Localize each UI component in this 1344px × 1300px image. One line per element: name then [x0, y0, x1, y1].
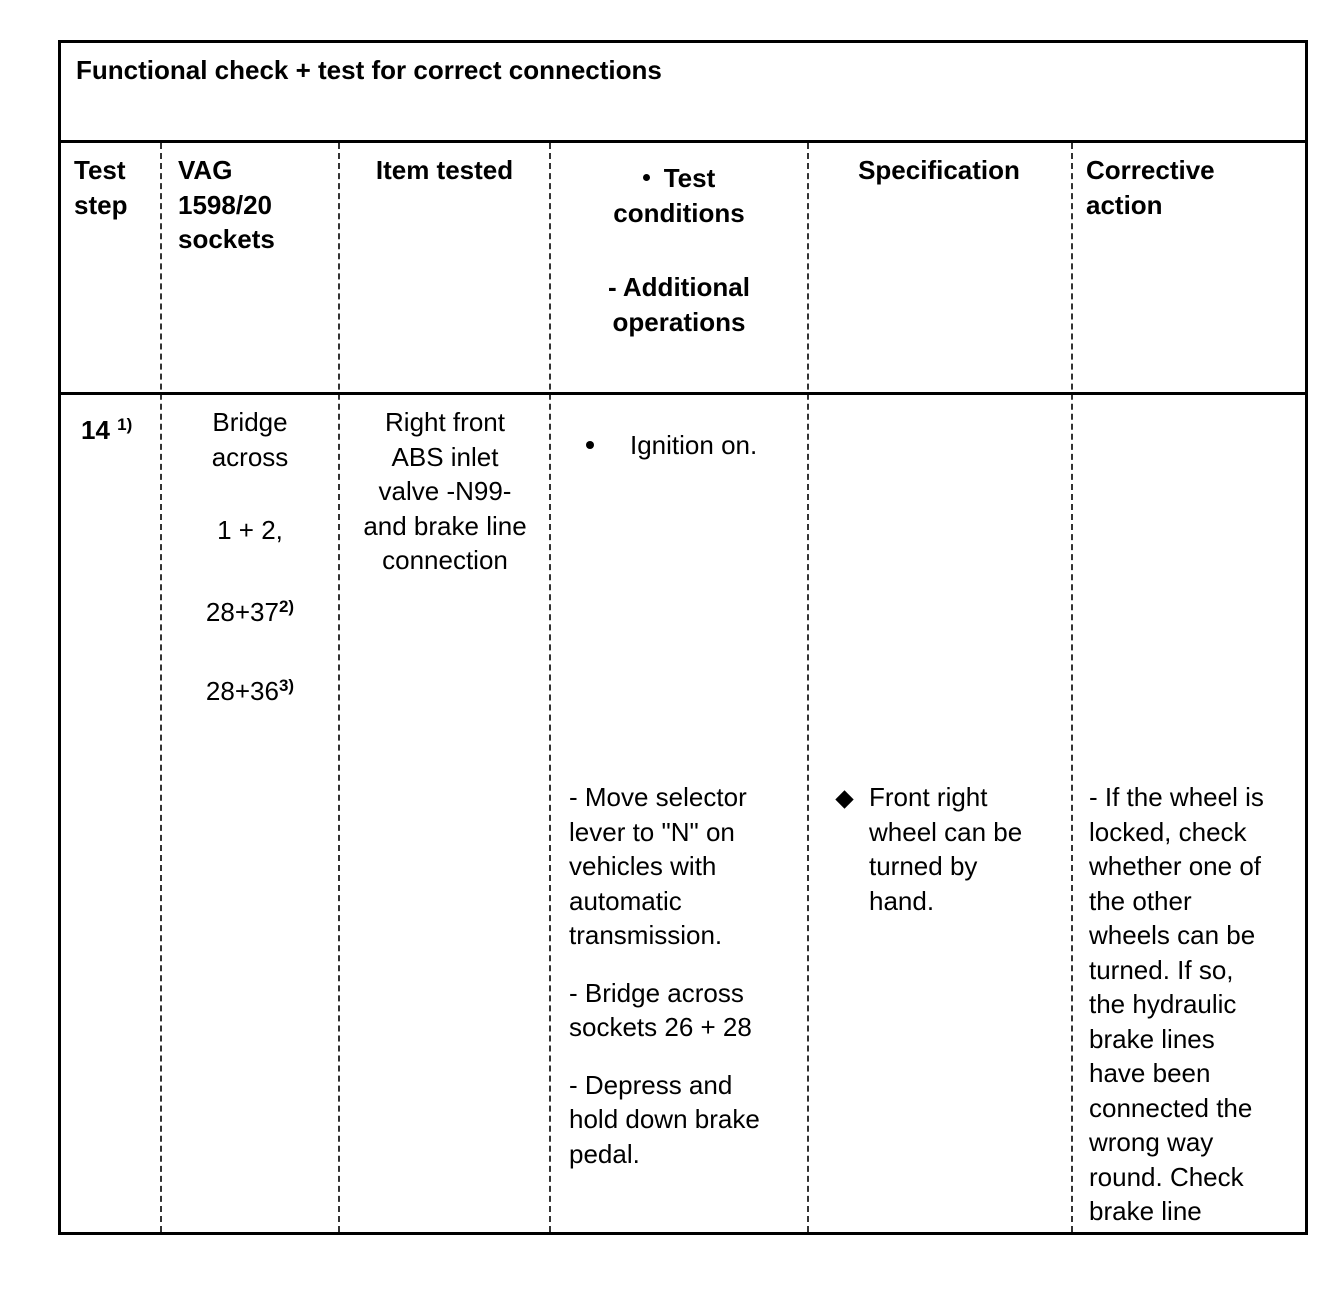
operation-text: transmission.: [569, 920, 723, 950]
header-item-tested: Item tested: [375, 155, 514, 185]
spacer: [569, 1045, 805, 1068]
corrective-text: locked, check: [1089, 816, 1247, 847]
header-test-step: [74, 153, 158, 222]
corrective-text: whether one of: [1089, 851, 1262, 881]
footnote-marker: 1): [117, 415, 133, 434]
corrective-text: have been: [1089, 1058, 1211, 1088]
operation-text: vehicles with: [569, 851, 717, 881]
socket-value: 28+37: [205, 596, 279, 627]
operation-text: - Bridge across: [569, 977, 744, 1008]
header-text: - Additional: [607, 272, 750, 302]
socket-text: [162, 590, 338, 630]
test-step-number: 14: [81, 415, 110, 445]
header-text: Test: [663, 163, 716, 193]
header-text: 1598/20: [178, 189, 272, 220]
spacer: [162, 629, 338, 669]
table-title: Functional check + test for correct connections: [76, 55, 662, 85]
header-test-conditions: [551, 161, 807, 339]
bullet-icon: [586, 441, 594, 449]
row-sockets: [162, 405, 338, 709]
corrective-text: brake lines: [1089, 1023, 1215, 1054]
socket-text: Bridge: [212, 407, 288, 437]
header-text: [551, 161, 807, 196]
operation-text: lever to "N" on: [569, 816, 735, 847]
header-divider: [61, 392, 1305, 395]
header-corrective-action: [1086, 153, 1286, 222]
socket-text: 1 + 2,: [217, 515, 283, 545]
operation-text: pedal.: [569, 1138, 640, 1169]
item-text: connection: [382, 545, 508, 575]
row-operations: [569, 780, 805, 1171]
header-sockets: [178, 153, 336, 257]
spacer: [569, 953, 805, 976]
header-text: Test: [74, 155, 126, 185]
corrective-text: wrong way: [1089, 1127, 1214, 1157]
diamond-bullet-icon: [835, 790, 853, 808]
header-text: operations: [612, 306, 746, 337]
header-specification: Specification: [858, 155, 1020, 185]
row-test-step: [81, 408, 161, 448]
specification-text: hand.: [869, 885, 935, 916]
operation-text: sockets 26 + 28: [569, 1012, 752, 1042]
corrective-text: - If the wheel is: [1089, 782, 1264, 812]
corrective-text: the other: [1089, 885, 1192, 916]
corrective-text: the hydraulic: [1089, 989, 1237, 1019]
table-title-row: [61, 43, 1305, 143]
socket-text: across: [211, 441, 289, 472]
header-text: step: [74, 189, 128, 220]
item-text: ABS inlet: [391, 441, 499, 472]
row-item-tested: [340, 405, 550, 578]
column-divider: [338, 143, 340, 1232]
item-text: valve -N99-: [378, 476, 512, 506]
footnote-marker: 3): [278, 676, 295, 695]
corrective-text: connected the: [1089, 1092, 1253, 1123]
socket-value: 28+36: [205, 676, 279, 706]
header-text: Corrective: [1086, 155, 1215, 185]
specification-text: turned by: [869, 851, 978, 881]
corrective-text: brake line: [1089, 1196, 1202, 1226]
header-text: VAG: [178, 155, 233, 185]
footnote-marker: 2): [278, 596, 295, 616]
header-text: conditions: [613, 197, 745, 228]
condition-ignition: [586, 428, 806, 463]
specification-text: Front right: [869, 782, 988, 812]
corrective-text: round. Check: [1089, 1161, 1244, 1192]
header-text: action: [1086, 189, 1163, 220]
specification-text: wheel can be: [869, 816, 1023, 847]
operation-text: - Move selector: [569, 782, 747, 812]
condition-text: Ignition on.: [630, 430, 758, 460]
spacer: [162, 474, 338, 513]
row-corrective-action: [1089, 780, 1304, 1229]
operation-text: hold down brake: [569, 1104, 760, 1134]
corrective-text: turned. If so,: [1089, 954, 1234, 985]
row-specification: [869, 780, 1069, 918]
item-text: Right front: [385, 407, 505, 437]
test-table: [58, 40, 1308, 1235]
column-divider: [807, 143, 809, 1232]
operation-text: - Depress and: [569, 1069, 733, 1100]
bullet-icon: [643, 174, 650, 181]
spacer: [551, 230, 807, 270]
operation-text: automatic: [569, 885, 682, 916]
spacer: [162, 548, 338, 590]
corrective-text: wheels can be: [1089, 920, 1256, 950]
header-text: sockets: [178, 224, 275, 254]
item-text: and brake line: [363, 510, 527, 541]
socket-text: [162, 669, 338, 709]
column-divider: [1071, 143, 1073, 1232]
